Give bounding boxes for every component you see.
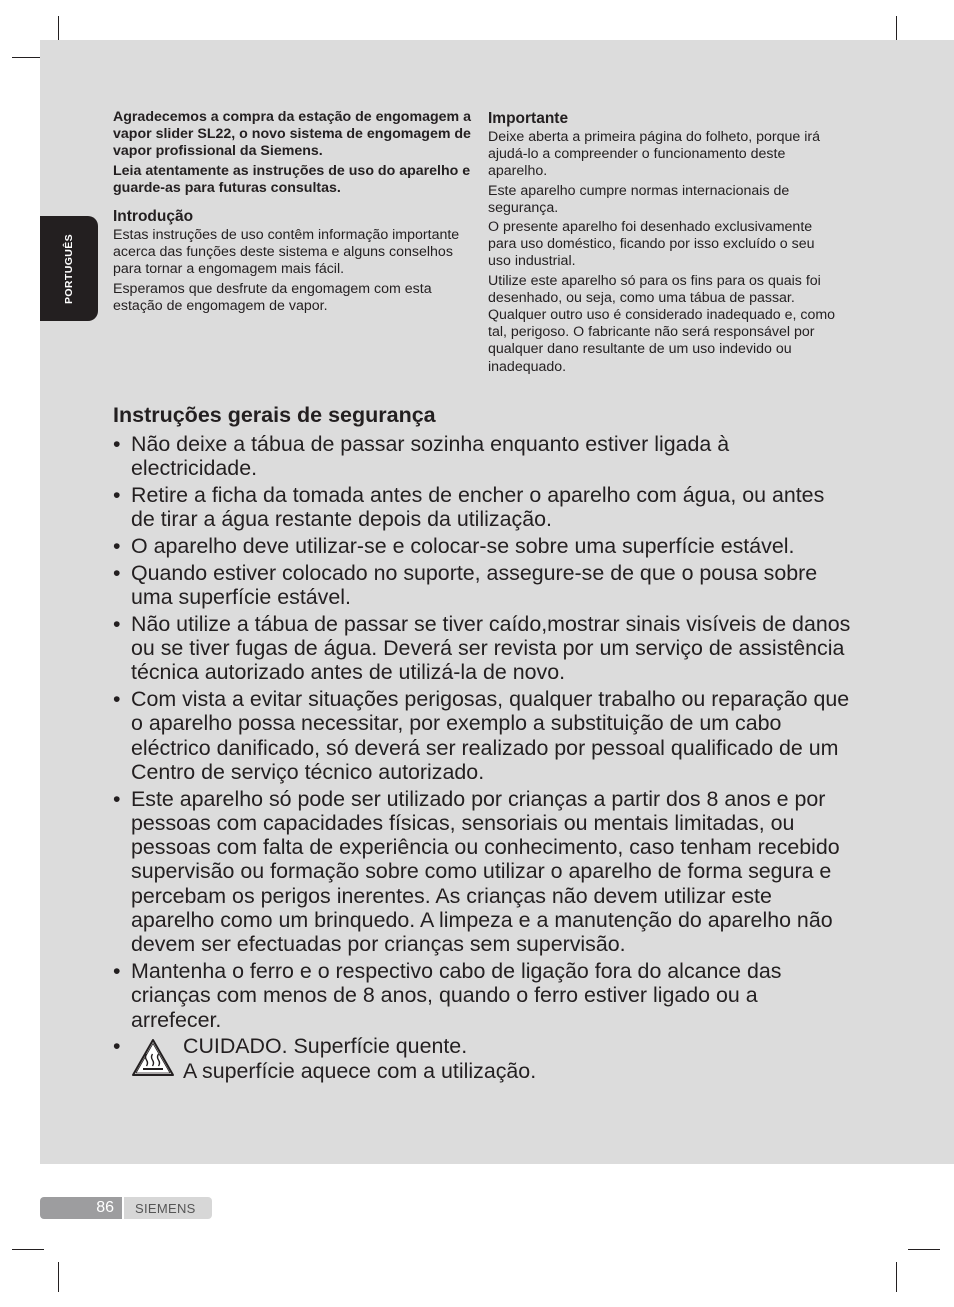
important-paragraph: Este aparelho cumpre normas internacionais de segurança. [488,182,790,216]
list-item-text: Não utilize a tábua de passar se tiver caído,mostrar sinais visíveis de danos ou se tiver fugas de água. Deverá ser revista por um serviço de assistência técnica autorizado antes de utilizá-la de novo. [131,611,851,685]
list-item-text: Mantenha o ferro e o respectivo cabo de ligação fora do alcance das crianças com menos de 8 anos, quando o ferro estiver ligado ou a arrefecer. [131,958,782,1032]
list-item-text: Retire a ficha da tomada antes de encher o aparelho com água, ou antes de tirar a água restante depois da utilização. [131,482,825,532]
bullet: • [113,1034,121,1059]
caution-line-1: CUIDADO. Superfície quente. [183,1034,468,1059]
list-item [113,561,853,610]
list-item [113,612,853,685]
page-number: 86 [96,1199,114,1216]
hot-surface-warning-icon [131,1038,175,1078]
list-item [113,483,853,532]
intro-thanks: Agradecemos a compra da estação de engomagem a vapor slider SL22, o novo sistema de engomagem de vapor profissional da Siemens. [113,109,471,160]
bullet: • [113,482,121,507]
crop-mark [12,1249,44,1250]
bullet: • [113,611,121,636]
crop-mark [896,1262,897,1292]
bullet: • [113,958,121,983]
bullet: • [113,786,121,811]
important-paragraph: Deixe aberta a primeira página do folheto, porque irá ajudá-lo a compreender o funcionamento deste aparelho. [488,129,821,180]
safety-section [113,402,853,1085]
list-item-text: Quando estiver colocado no suporte, assegure-se de que o pousa sobre uma superfície estável. [131,560,818,609]
list-item [113,687,853,784]
list-item [113,959,853,1032]
intro-paragraph: Esperamos que desfrute da engomagem com esta estação de engomagem de vapor. [113,280,432,314]
intro-paragraph: Estas instruções de uso contêm informação importante acerca das funções deste sistema e alguns conselhos para tornar a engomagem mais fácil. [113,227,460,278]
important-paragraph: Utilize este aparelho só para os fins para os quais foi desenhado, ou seja, como uma tábua de passar. Qualquer outro uso é considerado inadequado e, como tal, perigoso. O fabricante não será responsável por qualquer dano resultante de um uso indevido ou inadequado. [488,272,836,375]
brand-name: SIEMENS [135,1201,196,1216]
bullet: • [113,560,121,585]
important-heading: Importante [488,110,569,127]
safety-heading: Instruções gerais de segurança [113,403,436,427]
safety-list [113,432,853,1083]
important-paragraph: O presente aparelho foi desenhado exclusivamente para uso doméstico, ficando por isso excluído o seu uso industrial. [488,219,815,270]
intro-read-instructions: Leia atentamente as instruções de uso do aparelho e guarde-as para futuras consultas. [113,162,471,196]
list-item [113,787,853,957]
bullet: • [113,686,121,711]
list-item-text: O aparelho deve utilizar-se e colocar-se sobre uma superfície estável. [131,533,795,558]
language-tab-label: PORTUGUÊS [63,233,75,304]
list-item [113,534,853,558]
bullet: • [113,432,121,456]
crop-mark [908,1249,940,1250]
left-column [113,109,473,317]
list-item-text: Com vista a evitar situações perigosas, qualquer trabalho ou reparação que o aparelho possa necessitar, por exemplo a substituição de um cabo eléctrico danificado, só deverá ser realizado por pessoal qualificado de um Centro de serviço técnico autorizado. [131,686,850,784]
page-number-tab [40,1197,122,1219]
list-item [113,432,853,481]
intro-heading: Introdução [113,208,194,226]
caution-line-2: A superfície aquece com a utilização. [183,1058,537,1083]
language-tab [40,216,98,321]
bullet: • [113,533,121,558]
list-item-text: Este aparelho só pode ser utilizado por crianças a partir dos 8 anos e por pessoas com capacidades físicas, sensoriais ou mentais limitadas, ou pessoas com falta de experiência ou conhecimento, caso tenham recebido supervisão ou formação sobre como utilizar o aparelho de forma segura e percebam os perigos inerentes. As crianças não devem utilizar este aparelho como um brinquedo. A limpeza e a manutenção do aparelho não devem ser efectuadas por crianças sem supervisão. [131,786,840,957]
crop-mark [58,1262,59,1292]
caution-text [183,1034,536,1083]
list-item-text: Não deixe a tábua de passar sozinha enquanto estiver ligada à electricidade. [131,432,730,481]
brand-tab [124,1197,212,1219]
right-column [488,109,838,378]
caution-item [113,1034,853,1083]
